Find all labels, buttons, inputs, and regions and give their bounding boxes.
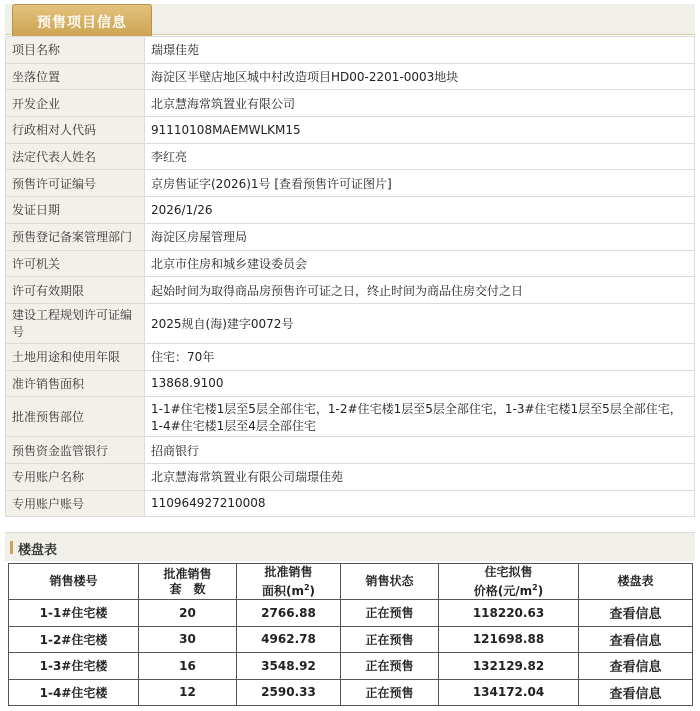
col-header-area [237, 564, 341, 600]
table-row [6, 143, 695, 170]
info-value: 李红亮 [145, 143, 695, 170]
info-value: 北京慧海常筑置业有限公司瑞璟佳苑 [145, 463, 695, 490]
info-value: 海淀区半壁店地区城中村改造项目HD00-2201-0003地块 [145, 63, 695, 90]
project-info-table [5, 36, 695, 517]
info-value: 北京市住房和城乡建设委员会 [145, 250, 695, 277]
table-row [6, 490, 695, 517]
info-key: 行政相对人代码 [6, 117, 145, 144]
col-header-price-tail: ) [537, 583, 544, 598]
table-row [6, 223, 695, 250]
cell-building: 1-4#住宅楼 [9, 679, 139, 706]
view-info-link[interactable]: 查看信息 [579, 600, 693, 627]
info-key: 准许销售面积 [6, 370, 145, 397]
table-row [6, 117, 695, 144]
cell-price: 134172.04 [439, 679, 579, 706]
cell-area: 3548.92 [237, 653, 341, 680]
table-row [6, 303, 695, 343]
table-row [6, 370, 695, 397]
table-row [9, 653, 693, 680]
view-license-image-link[interactable]: [查看预售许可证图片] [274, 176, 392, 191]
cell-building: 1-1#住宅楼 [9, 600, 139, 627]
info-value [145, 170, 695, 197]
cell-count: 12 [139, 679, 237, 706]
info-key: 建设工程规划许可证编号 [6, 303, 145, 343]
tab-presale-info[interactable]: 预售项目信息 [12, 4, 152, 38]
cell-building: 1-3#住宅楼 [9, 653, 139, 680]
info-value: 海淀区房屋管理局 [145, 223, 695, 250]
info-key: 发证日期 [6, 197, 145, 224]
table-row [6, 277, 695, 304]
info-key: 许可机关 [6, 250, 145, 277]
info-value: 1-1#住宅楼1层至5层全部住宅，1-2#住宅楼1层至5层全部住宅，1-3#住宅楼1层至5层全部住宅，1-4#住宅楼1层至4层全部住宅 [145, 397, 695, 437]
view-info-link[interactable]: 查看信息 [579, 626, 693, 653]
info-value: 北京慧海常筑置业有限公司 [145, 90, 695, 117]
info-value: 2025规自(海)建字0072号 [145, 303, 695, 343]
cell-count: 16 [139, 653, 237, 680]
header-bar [5, 4, 695, 35]
info-key: 预售许可证编号 [6, 170, 145, 197]
cell-price: 118220.63 [439, 600, 579, 627]
units-table [8, 563, 693, 706]
table-row [6, 37, 695, 64]
table-row [9, 626, 693, 653]
col-header-count-line2: 套 数 [169, 581, 206, 596]
table-row [6, 250, 695, 277]
info-key: 预售登记备案管理部门 [6, 223, 145, 250]
info-key: 专用账户名称 [6, 463, 145, 490]
cell-area: 2766.88 [237, 600, 341, 627]
info-key: 法定代表人姓名 [6, 143, 145, 170]
cell-status: 正在预售 [341, 653, 439, 680]
info-key: 土地用途和使用年限 [6, 343, 145, 370]
info-key: 批准预售部位 [6, 397, 145, 437]
info-value: 91110108MAEMWLKM15 [145, 117, 695, 144]
col-header-area-tail: ) [309, 583, 316, 598]
info-value: 2026/1/26 [145, 197, 695, 224]
table-header-row [9, 564, 693, 600]
info-value: 110964927210008 [145, 490, 695, 517]
col-header-area-sup: 2 [303, 582, 310, 592]
col-header-price-sup: 2 [532, 582, 538, 592]
view-info-link[interactable]: 查看信息 [579, 653, 693, 680]
info-key: 预售资金监管银行 [6, 437, 145, 464]
cell-count: 30 [139, 626, 237, 653]
cell-area: 4962.78 [237, 626, 341, 653]
cell-price: 121698.88 [439, 626, 579, 653]
table-row [6, 197, 695, 224]
table-row [6, 343, 695, 370]
col-header-area-line1: 批准销售 [264, 564, 313, 579]
units-section-header [5, 532, 695, 561]
info-key: 项目名称 [6, 37, 145, 64]
table-row [9, 600, 693, 627]
col-header-building: 销售楼号 [9, 564, 139, 600]
info-key: 坐落位置 [6, 63, 145, 90]
cell-price: 132129.82 [439, 653, 579, 680]
col-header-status: 销售状态 [341, 564, 439, 600]
col-header-price-line1: 住宅拟售 [484, 564, 533, 579]
table-row [6, 463, 695, 490]
cell-status: 正在预售 [341, 626, 439, 653]
info-value: 起始时间为取得商品房预售许可证之日，终止时间为商品住房交付之日 [145, 277, 695, 304]
table-row [6, 437, 695, 464]
info-value: 招商银行 [145, 437, 695, 464]
section-title: 楼盘表 [18, 543, 58, 558]
cell-status: 正在预售 [341, 600, 439, 627]
view-info-link[interactable]: 查看信息 [579, 679, 693, 706]
col-header-price-line2: 价格(元/m [473, 583, 533, 598]
table-row [6, 170, 695, 197]
info-key: 开发企业 [6, 90, 145, 117]
info-value: 13868.9100 [145, 370, 695, 397]
cell-building: 1-2#住宅楼 [9, 626, 139, 653]
col-header-price [439, 564, 579, 600]
info-value: 瑞璟佳苑 [145, 37, 695, 64]
cell-status: 正在预售 [341, 679, 439, 706]
col-header-count-line1: 批准销售 [163, 566, 212, 581]
cell-count: 20 [139, 600, 237, 627]
table-row [6, 397, 695, 437]
table-row [6, 63, 695, 90]
table-row [9, 679, 693, 706]
info-key: 专用账户账号 [6, 490, 145, 517]
section-marker [10, 541, 13, 554]
col-header-count [139, 564, 237, 600]
license-number: 京房售证字(2026)1号 [151, 176, 271, 191]
table-row [6, 90, 695, 117]
col-header-view: 楼盘表 [579, 564, 693, 600]
cell-area: 2590.33 [237, 679, 341, 706]
info-key: 许可有效期限 [6, 277, 145, 304]
col-header-area-line2: 面积(m [261, 583, 304, 598]
info-value: 住宅：70年 [145, 343, 695, 370]
